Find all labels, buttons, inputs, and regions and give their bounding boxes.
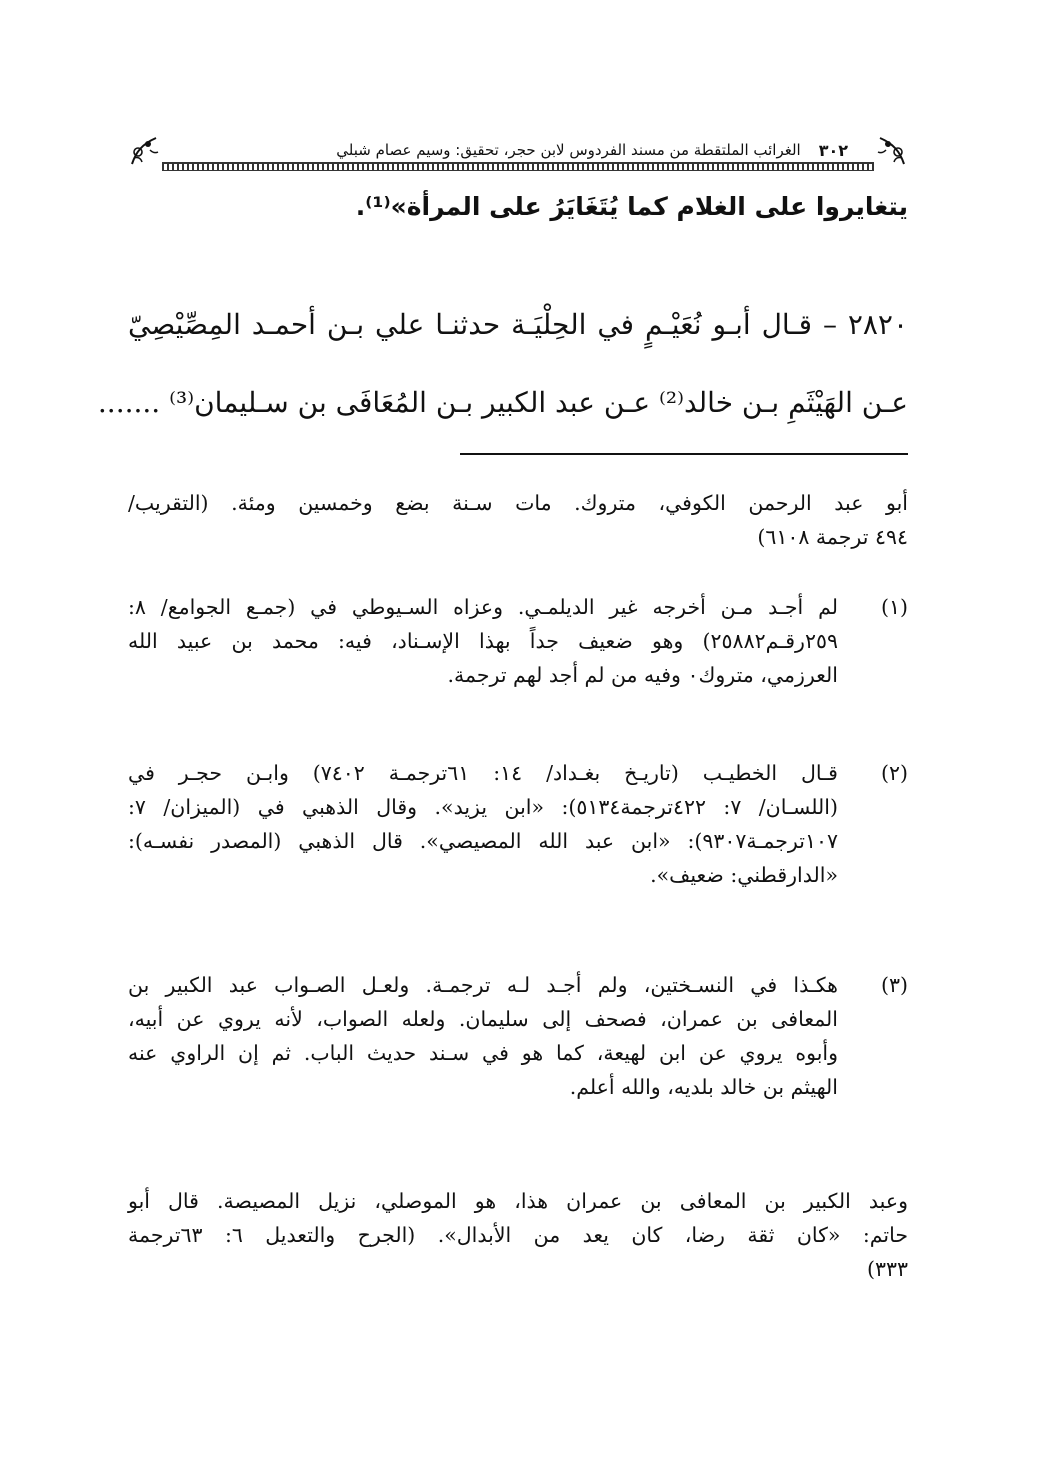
footnote-line: قـال الخطيـب (تاريـخ بغـداد/ ١٤: ٦١ترجمـة ٧٤٠٢) وابـن حجـر في xyxy=(128,761,838,785)
footnote-line: وعبد الكبير بن المعافى بن عمران هذا، هو الموصلي، نزيل المصيصة. قال أبو xyxy=(128,1189,908,1213)
running-header xyxy=(128,134,908,170)
footnote-line: ٣٣٣) xyxy=(866,1257,908,1281)
floral-ornament-icon xyxy=(874,134,908,168)
header-text xyxy=(188,138,848,162)
footnote-line: هكـذا في النسـختين، ولم أجـد لـه ترجمـة. ولعـل الصـواب عبد الكبير بن xyxy=(128,973,838,997)
footnote-1 xyxy=(128,590,908,692)
footnote-line: «الدارقطني: ضعيف». xyxy=(650,863,838,887)
hadith-line: ٢٨٢٠ – قـال أبـو نُعَيْـمٍ في الحِلْيَـة حدثنـا علي بـن أحمـد المِصِّيْصِيّ xyxy=(128,308,908,341)
footnote-number: (١) xyxy=(880,595,908,619)
hadith-line: عـن الهَيْثَمِ بـن خالد⁽²⁾ عـن عبد الكبير بـن المُعَافَى بن سـليمان⁽³⁾ ....... xyxy=(97,386,908,419)
footnote-line: لم أجـد مـن أخرجه غير الديلمـي. وعزاه السـيوطي في (جمـع الجوامع/ ٨: xyxy=(128,595,838,619)
footnote-2 xyxy=(128,756,908,892)
footnote-line: حاتم: «كان ثقة رضا، كان يعد من الأبدال». (الجرح والتعديل ٦: ٦٣ترجمة xyxy=(128,1223,908,1247)
footnote-separator xyxy=(460,453,908,455)
floral-ornament-icon xyxy=(128,134,162,168)
footnote-line: ١٠٧ترجمـة٩٣٠٧): «ابن عبد الله المصيصي». قال الذهبي (المصدر نفسـه): xyxy=(128,829,838,853)
footnote-line: ٤٩٤ ترجمة ٦١٠٨) xyxy=(757,525,908,549)
footnote-line: المعافى بن عمران، فصحف إلى سليمان. ولعله الصواب، لأنه يروي عن أبيه، xyxy=(128,1007,838,1031)
footnote-line: أبو عبد الرحمن الكوفي، متروك. مات سـنة بضع وخمسين ومئة. (التقريب/ xyxy=(128,491,908,515)
footnote-continuation xyxy=(128,1184,908,1286)
footnote-number: (٢) xyxy=(880,761,908,785)
footnote-line: (اللسـان/ ٧: ٤٢٢ترجمة٥١٣٤): «ابن يزيد». وقال الذهبي في (الميزان/ ٧: xyxy=(128,795,838,819)
page-number: ٣٠٢ xyxy=(818,140,848,160)
main-text-line: يتغايروا على الغلام كما يُتَغَايَرُ على المرأة»⁽¹⁾. xyxy=(355,192,908,221)
footnote-line: وأبوه يروي عن ابن لهيعة، كما هو في سـند حديث الباب. ثم إن الراوي عنه xyxy=(128,1041,838,1065)
header-rule xyxy=(162,162,874,171)
running-title: الغرائب الملتقطة من مسند الفردوس لابن حجر، تحقيق: وسيم عصام شبلي xyxy=(336,141,801,159)
footnote-line: العرزمي، متروك٠ وفيه من لم أجد لهم ترجمة. xyxy=(447,663,838,687)
footnote-line: الهيثم بن خالد بلديه، والله أعلم. xyxy=(569,1075,838,1099)
footnote-number: (٣) xyxy=(880,973,908,997)
footnote-line: ٢٥٩رقـم٢٥٨٨٢) وهو ضعيف جداً بهذا الإسـناد، فيه: محمد بن عبيد الله xyxy=(128,629,838,653)
footnote-3 xyxy=(128,968,908,1104)
footnote-carry-over xyxy=(128,486,908,554)
